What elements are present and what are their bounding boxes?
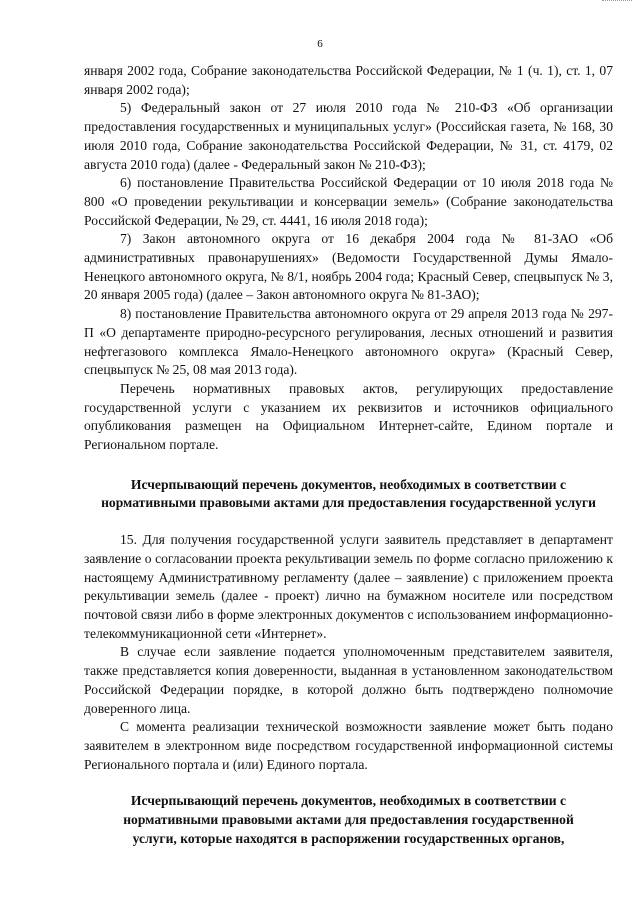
page-number: 6 — [317, 38, 323, 50]
section-heading-state-documents: Исчерпывающий перечень документов, необходимых в соответствии с нормативными правовыми актами для предоставления государственной услуги, которые находятся в распоряжении государственных органов, — [123, 793, 574, 846]
paragraph-acts-list: Перечень нормативных правовых актов, регулирующих предоставление государственной услуги с указанием их реквизитов и источников официального опубликования размещен на Официальном Интернет-сайте, Едином портале и Региональном портале. — [84, 380, 613, 453]
paragraph-item-8: 8) постановление Правительства автономного округа от 29 апреля 2013 года № 297-П «О департаменте природно-ресурсного регулирования, лесных отношений и развития нефтегазового комплекса Ямало-Ненецкого автономного округа» (Красный Север, спецвыпуск № 25, 08 мая 2013 года). — [84, 306, 613, 378]
spacer — [84, 455, 613, 476]
section-heading-documents: Исчерпывающий перечень документов, необходимых в соответствии с нормативными правовыми актами для предоставления государственной услуги — [101, 476, 596, 511]
spacer — [84, 774, 613, 792]
paragraph-electronic: С момента реализации технической возможности заявление может быть подано заявителем в электронном виде посредством государственной информационной системы Регионального портала и (или) Единого портала. — [84, 719, 613, 772]
document-body — [84, 62, 613, 848]
paragraph-clause-15: 15. Для получения государственной услуги заявитель представляет в департамент заявление о согласовании проекта рекультивации земель по форме согласно приложению к настоящему Административному регламенту (далее – заявление) с приложением проекта рекультивации земель (далее - проект) лично на бумажном носителе или посредством почтовой связи либо в форме электронных документов с использованием информационно-телекоммуникационной сети «Интернет». — [84, 532, 613, 641]
scan-corner-mark — [602, 0, 632, 4]
paragraph-item-7: 7) Закон автономного округа от 16 декабря 2004 года № 81-ЗАО «Об административных правонарушениях» (Ведомости Государственной Думы Ямало-Ненецкого автономного округа, № 8/1, ноябрь 2004 года; Красный Север, спецвыпуск № 3, 20 января 2005 года) (далее – Закон автономного округа № 81-ЗАО); — [84, 231, 613, 303]
paragraph-item-5: 5) Федеральный закон от 27 июля 2010 года № 210-ФЗ «Об организации предоставления государственных и муниципальных услуг» (Российская газета, № 168, 30 июля 2010 года, Собрание законодательства Российской Федерации, № 31, ст. 4179, 02 августа 2010 года) (далее - Федеральный закон № 210-ФЗ); — [84, 100, 613, 172]
paragraph-item-6: 6) постановление Правительства Российской Федерации от 10 июля 2018 года № 800 «О проведении рекультивации и консервации земель» (Собрание законодательства Российской Федерации, № 29, ст. 4441, 16 июля 2018 года); — [84, 175, 613, 228]
spacer — [84, 513, 613, 531]
paragraph-continuation: января 2002 года, Собрание законодательства Российской Федерации, № 1 (ч. 1), ст. 1, 07 января 2002 года); — [84, 63, 613, 97]
paragraph-representative: В случае если заявление подается уполномоченным представителем заявителя, также представляется копия доверенности, выданная в установленном законодательством Российской Федерации порядке, в которой должно быть подтверждено полномочие доверенного лица. — [84, 644, 613, 716]
